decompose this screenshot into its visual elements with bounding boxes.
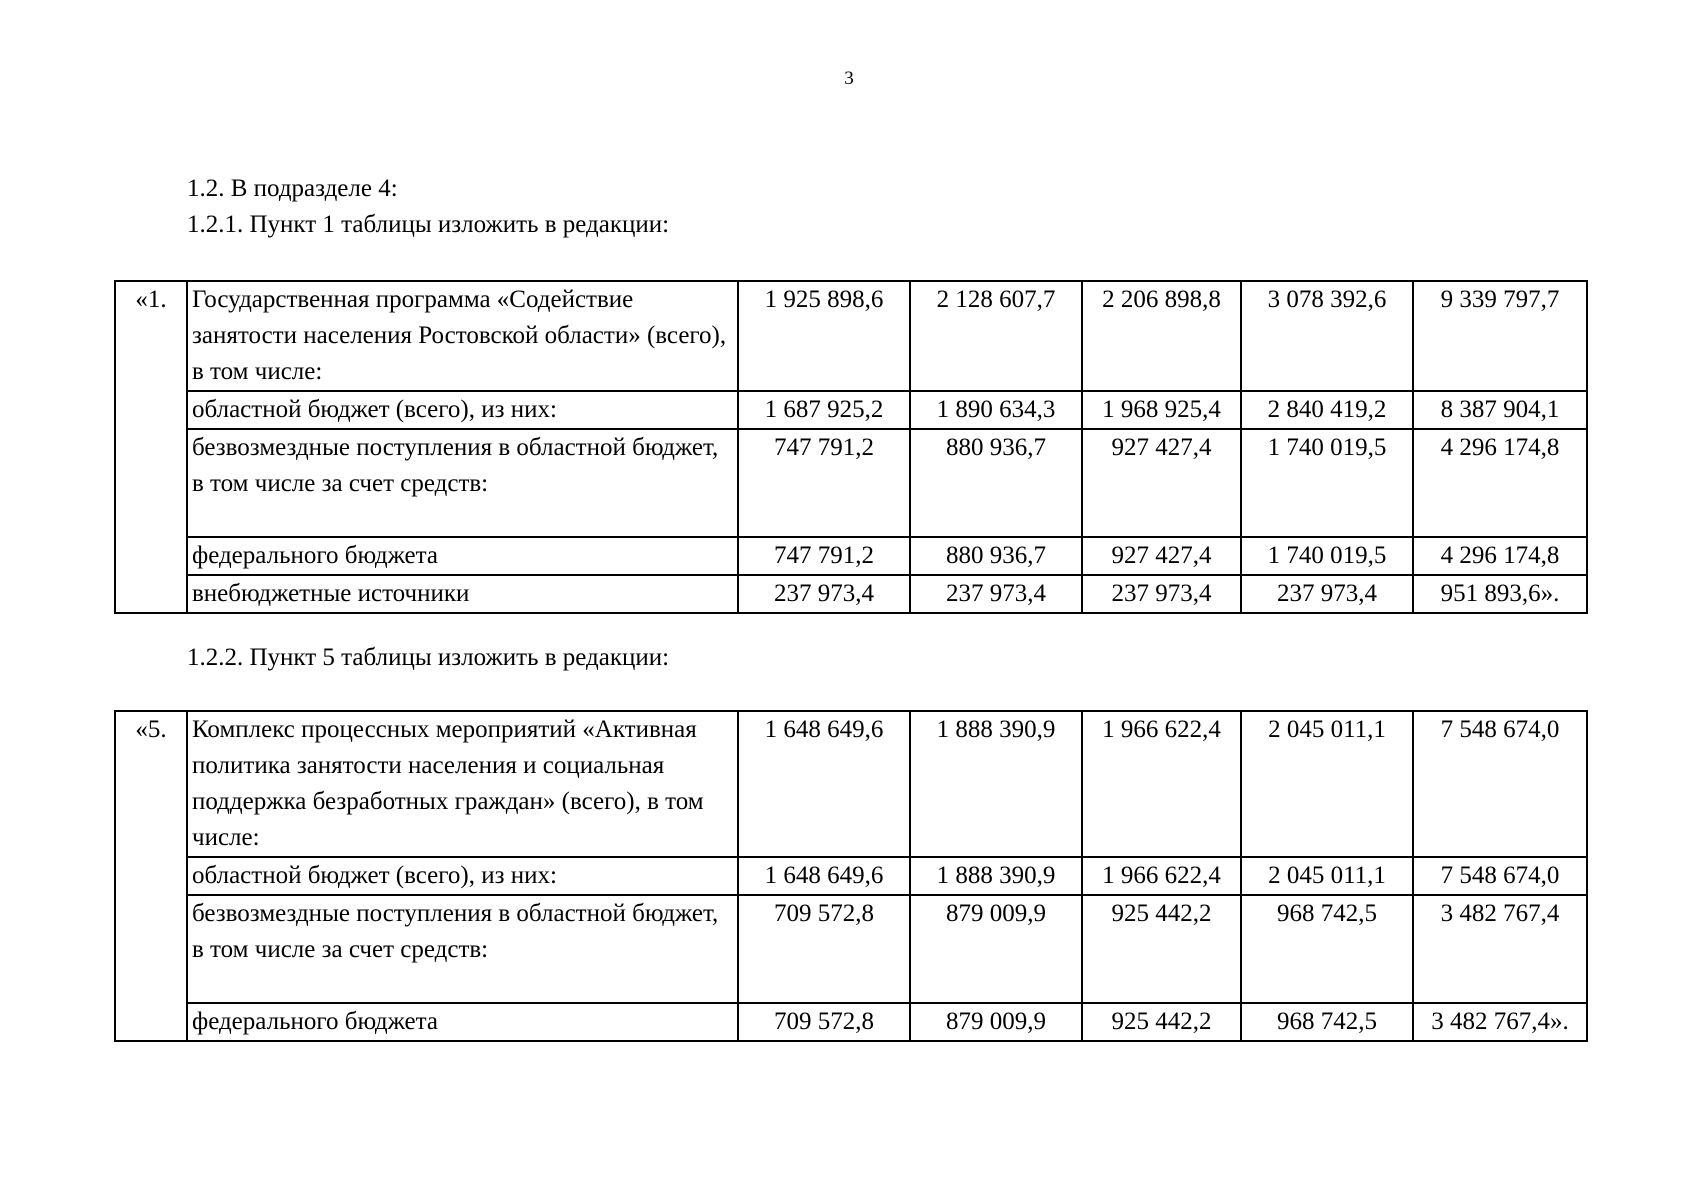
row-label: Государственная программа «Содействие занятости населения Ростовской области» (всего), в том числе:	[187, 281, 738, 391]
value-cell: 1 687 925,2	[738, 391, 910, 429]
value-cell: 2 128 607,7	[910, 281, 1082, 391]
row-label: безвозмездные поступления в областной бюджет, в том числе за счет средств:	[187, 429, 738, 537]
value-cell: 709 572,8	[738, 1003, 910, 1041]
row-label: федерального бюджета	[187, 1003, 738, 1041]
table-row	[115, 537, 1587, 575]
value-cell: 237 973,4	[1082, 575, 1241, 613]
value-cell: 237 973,4	[1241, 575, 1413, 613]
budget-table-item-1	[114, 280, 1588, 614]
value-cell: 1 968 925,4	[1082, 391, 1241, 429]
value-cell: 1 966 622,4	[1082, 711, 1241, 857]
value-cell: 237 973,4	[910, 575, 1082, 613]
row-label: Комплекс процессных мероприятий «Активная политика занятости населения и социальная поддержка безработных граждан» (всего), в том числе:	[187, 711, 738, 857]
value-cell: 9 339 797,7	[1413, 281, 1587, 391]
value-cell: 1 740 019,5	[1241, 429, 1413, 537]
value-cell: 4 296 174,8	[1413, 537, 1587, 575]
table-row	[115, 429, 1587, 537]
value-cell: 1 888 390,9	[910, 711, 1082, 857]
value-cell: 2 045 011,1	[1241, 711, 1413, 857]
table-row	[115, 281, 1587, 391]
value-cell: 1 966 622,4	[1082, 857, 1241, 895]
value-cell: 1 890 634,3	[910, 391, 1082, 429]
row-label: областной бюджет (всего), из них:	[187, 391, 738, 429]
row-label: безвозмездные поступления в областной бюджет, в том числе за счет средств:	[187, 895, 738, 1003]
value-cell: 237 973,4	[738, 575, 910, 613]
item-5-intro: 1.2.2. Пункт 5 таблицы изложить в редакции:	[187, 644, 670, 671]
row-label: внебюджетные источники	[187, 575, 738, 613]
value-cell: 7 548 674,0	[1413, 857, 1587, 895]
value-cell: 925 442,2	[1082, 1003, 1241, 1041]
value-cell: 3 482 767,4	[1413, 895, 1587, 1003]
section-heading: 1.2. В подразделе 4:	[187, 175, 398, 202]
page-number: 3	[844, 68, 854, 89]
table-row	[115, 711, 1587, 857]
value-cell: 879 009,9	[910, 1003, 1082, 1041]
value-cell: 1 925 898,6	[738, 281, 910, 391]
value-cell: 927 427,4	[1082, 429, 1241, 537]
value-cell: 747 791,2	[738, 429, 910, 537]
value-cell: 7 548 674,0	[1413, 711, 1587, 857]
value-cell: 3 482 767,4».	[1413, 1003, 1587, 1041]
table-row	[115, 575, 1587, 613]
value-cell: 879 009,9	[910, 895, 1082, 1003]
item-number: «5.	[115, 711, 187, 1041]
item-number: «1.	[115, 281, 187, 613]
value-cell: 747 791,2	[738, 537, 910, 575]
value-cell: 951 893,6».	[1413, 575, 1587, 613]
value-cell: 880 936,7	[910, 429, 1082, 537]
item-1-intro: 1.2.1. Пункт 1 таблицы изложить в редакции:	[187, 211, 670, 238]
value-cell: 927 427,4	[1082, 537, 1241, 575]
value-cell: 3 078 392,6	[1241, 281, 1413, 391]
value-cell: 968 742,5	[1241, 895, 1413, 1003]
value-cell: 8 387 904,1	[1413, 391, 1587, 429]
value-cell: 1 888 390,9	[910, 857, 1082, 895]
value-cell: 2 206 898,8	[1082, 281, 1241, 391]
value-cell: 880 936,7	[910, 537, 1082, 575]
row-label: областной бюджет (всего), из них:	[187, 857, 738, 895]
table-row	[115, 391, 1587, 429]
value-cell: 2 045 011,1	[1241, 857, 1413, 895]
table-row	[115, 895, 1587, 1003]
value-cell: 1 648 649,6	[738, 711, 910, 857]
value-cell: 709 572,8	[738, 895, 910, 1003]
row-label: федерального бюджета	[187, 537, 738, 575]
value-cell: 4 296 174,8	[1413, 429, 1587, 537]
value-cell: 1 648 649,6	[738, 857, 910, 895]
budget-table-item-5	[114, 710, 1588, 1042]
table-row	[115, 857, 1587, 895]
value-cell: 968 742,5	[1241, 1003, 1413, 1041]
value-cell: 1 740 019,5	[1241, 537, 1413, 575]
value-cell: 925 442,2	[1082, 895, 1241, 1003]
value-cell: 2 840 419,2	[1241, 391, 1413, 429]
table-row	[115, 1003, 1587, 1041]
